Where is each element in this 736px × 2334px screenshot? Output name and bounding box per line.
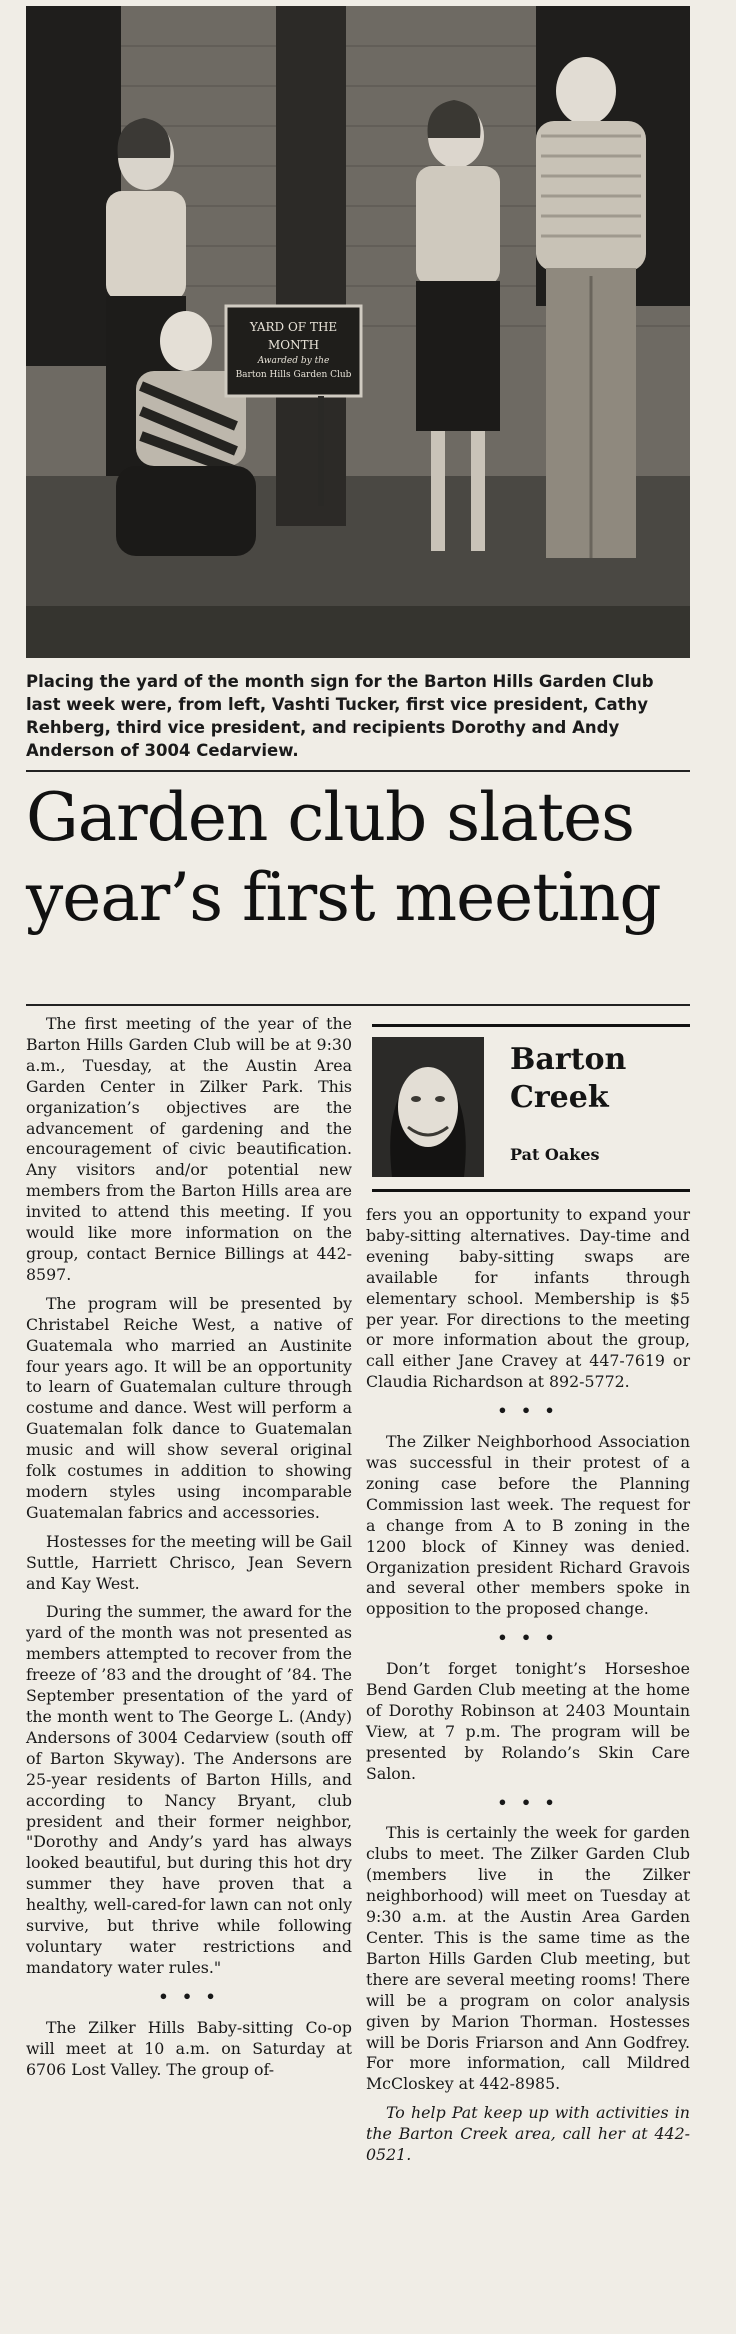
news-photo — [26, 6, 690, 658]
photo-illustration — [26, 6, 690, 658]
section-separator: • • • — [497, 1401, 559, 1421]
columnist-portrait — [372, 1037, 484, 1177]
article-paragraph: Hostesses for the meeting will be Gail Suttle, Harriett Chrisco, Jean Severn and Kay West. — [26, 1531, 352, 1593]
article-paragraph: The first meeting of the year of the Barton Hills Garden Club will be at 9:30 a.m., Tuesday, at the Austin Area Garden Center in Zilker Park. This organization’s objectives are the advancement of gardening and the encouragement of civic beautification. Any visitors and/or potential new members from the Barton Hills area are invited to attend this meeting. If you would like more information on the group, contact Bernice Billings at 442-8597. — [26, 1014, 352, 1284]
column-name-line-2: Creek — [510, 1080, 609, 1115]
headline-divider — [26, 1004, 690, 1006]
article-paragraph: Don’t forget tonight’s Horseshoe Bend Garden Club meeting at the home of Dorothy Robinson at 2403 Mountain View, at 7 p.m. The program will be presented by Rolando’s Skin Care Salon. — [366, 1659, 690, 1783]
article-left-column — [26, 1014, 352, 2088]
column-closing-note: To help Pat keep up with activities in the Barton Creek area, call her at 442-0521. — [366, 2103, 690, 2165]
section-separator: • • • — [158, 1986, 220, 2006]
headline-line-1: Garden club slates — [26, 779, 635, 856]
article-paragraph: The program will be presented by Christabel Reiche West, a native of Guatemala who married an Austinite four years ago. It will be an opportunity to learn of Guatemalan culture through costume and dance. West will perform a Guatemalan folk dance to Guatemalan music and will show several original folk costumes in addition to showing modern styles using incomparable Guatemalan fabrics and accessories. — [26, 1293, 352, 1522]
headline-line-2: year’s first meeting — [26, 859, 661, 936]
column-name-line-1: Barton — [510, 1042, 627, 1077]
photo-caption: Placing the yard of the month sign for the Barton Hills Garden Club last week were, from left, Vashti Tucker, first vice president, Cathy Rehberg, third vice president, and recipients Dorothy and Andy Anderson of 3004 Cedarview. — [26, 672, 654, 760]
headline — [26, 778, 706, 938]
article-paragraph: fers you an opportunity to expand your baby-sitting alternatives. Day-time and evening baby-sitting swaps are available for infants through elementary school. Membership is $5 per year. For directions to the meeting or more information about the group, call either Jane Cravey at 447-7619 or Claudia Richardson at 892-5772. — [366, 1205, 690, 1392]
portrait-illustration — [372, 1037, 484, 1177]
sign-line-2: Awarded by the — [257, 356, 330, 366]
caption-divider — [26, 770, 690, 772]
article-paragraph: The Zilker Hills Baby-sitting Co-op will meet at 10 a.m. on Saturday at 6706 Lost Valley. The group of- — [26, 2017, 352, 2079]
sign-line-1: YARD OF THE MONTH — [249, 320, 338, 352]
section-separator: • • • — [497, 1628, 559, 1648]
sign-line-3: Barton Hills Garden Club — [235, 370, 352, 380]
article-paragraph: This is certainly the week for garden clubs to meet. The Zilker Garden Club (members live in the Zilker neighborhood) will meet on Tuesday at 9:30 a.m. at the Austin Area Garden Center. This is the same time as the Barton Hills Garden Club meeting, but there are several meeting rooms! There will be a program on color analysis given by Marion Thorman. Hostesses will be Doris Friarson and Ann Godfrey. For more information, call Mildred McCloskey at 442-8985. — [366, 1823, 690, 2094]
article-right-column — [366, 1205, 690, 2174]
column-name — [510, 1041, 626, 1117]
yard-sign-text — [229, 318, 358, 382]
section-separator: • • • — [497, 1792, 559, 1812]
columnist-byline: Pat Oakes — [510, 1145, 600, 1164]
article-paragraph: During the summer, the award for the yard of the month was not presented as members attempted to recover from the freeze of ’83 and the drought of ’84. The September presentation of the yard of the month went to The George L. (Andy) Andersons of 3004 Cedarview (south off of Barton Skyway). The Andersons are 25-year residents of Barton Hills, and according to Nancy Bryant, club president and their former neighbor, "Dorothy and Andy’s yard has always looked beautiful, but during this hot dry summer they have proven that a healthy, well-cared-for lawn can not only survive, but thrive while following voluntary water restrictions and mandatory water rules." — [26, 1602, 352, 1977]
article-paragraph: The Zilker Neighborhood Association was successful in their protest of a zoning case before the Planning Commission last week. The request for a change from A to B zoning in the 1200 block of Kinney was denied. Organization president Richard Gravois and several other members spoke in opposition to the proposed change. — [366, 1432, 690, 1619]
columnist-box — [372, 1024, 690, 1192]
